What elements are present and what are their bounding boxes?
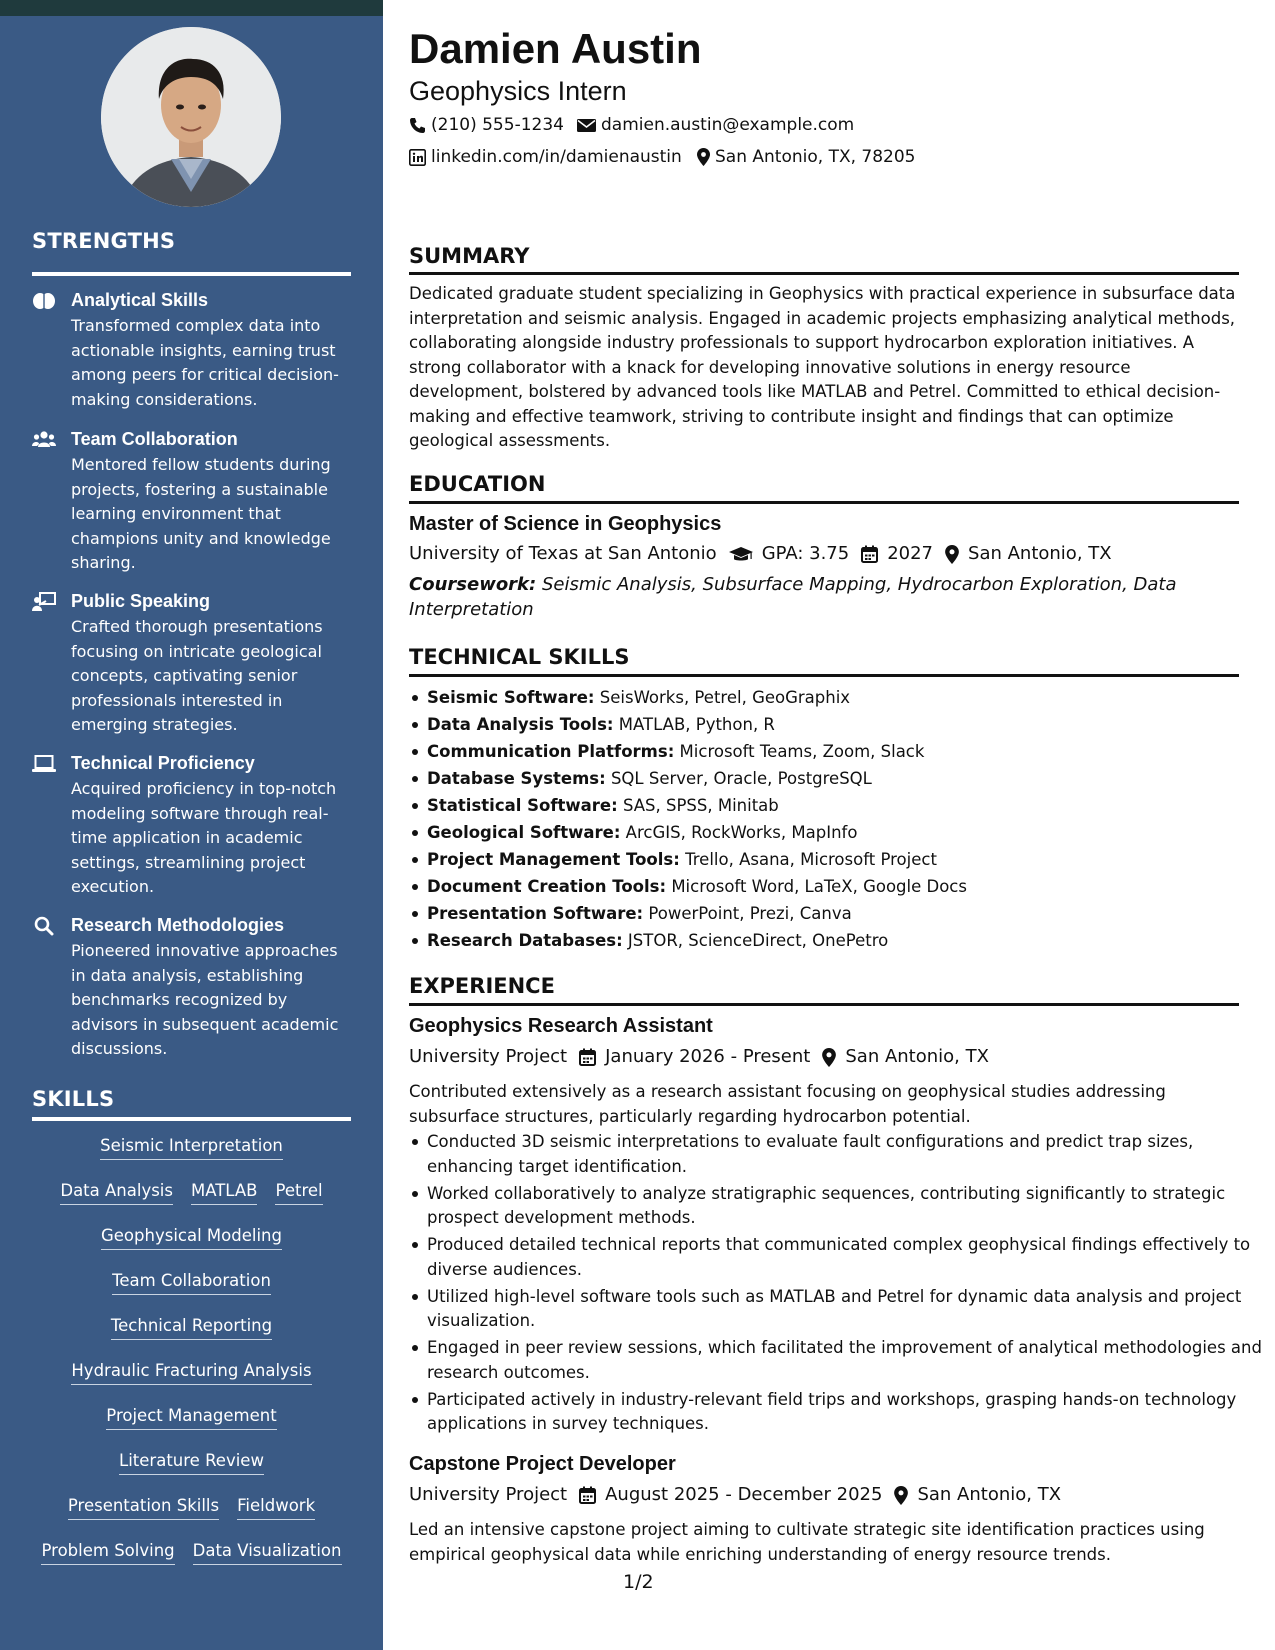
job-meta — [409, 1482, 1061, 1508]
list-item: Worked collaboratively to analyze stratigraphic sequences, contributing significantly to strategic prospect development methods. — [427, 1182, 1263, 1231]
skill-tag: Hydraulic Fracturing Analysis — [71, 1360, 311, 1385]
skill-tag: Fieldwork — [237, 1495, 315, 1520]
skill-tag: Data Visualization — [193, 1540, 342, 1565]
strength-description: Pioneered innovative approaches in data analysis, establishing benchmarks recognized by advisors in subsequent academic discussions. — [71, 941, 339, 1058]
technical-skills-divider — [409, 674, 1239, 677]
strength-name: Analytical Skills — [71, 290, 209, 310]
strength-description: Mentored fellow students during projects, fostering a sustainable learning environment that champions unity and knowledge sharing. — [71, 455, 331, 572]
candidate-title: Geophysics Intern — [409, 76, 627, 106]
list-item: Presentation Software: PowerPoint, Prezi, Canva — [427, 902, 1263, 929]
list-item: Statistical Software: SAS, SPSS, Minitab — [427, 794, 1263, 821]
list-item: Participated actively in industry-relevant field trips and workshops, grasping hands-on technology applications in survey techniques. — [427, 1388, 1263, 1437]
list-item: Seismic Software: SeisWorks, Petrel, GeoGraphix — [427, 686, 1263, 713]
summary-divider — [409, 272, 1239, 275]
contact-phone — [409, 114, 564, 136]
job-description: Contributed extensively as a research assistant focusing on geophysical studies addressing subsurface structures, particularly regarding hydrocarbon potential. — [409, 1082, 1166, 1126]
laptop-icon — [32, 754, 56, 774]
job-dates: August 2025 - December 2025 — [605, 1484, 883, 1505]
list-item: Project Management Tools: Trello, Asana, Microsoft Project — [427, 848, 1263, 875]
job-organization: University Project — [409, 1484, 568, 1505]
list-item: Utilized high-level software tools such as MATLAB and Petrel for dynamic data analysis and project visualization. — [427, 1285, 1263, 1334]
experience-heading: EXPERIENCE — [409, 974, 555, 998]
skill-tag: Data Analysis — [60, 1180, 173, 1205]
map-pin-icon — [822, 1048, 836, 1067]
graduation-year: 2027 — [887, 543, 934, 564]
contact-location — [697, 146, 915, 168]
map-pin-icon — [697, 148, 710, 166]
strength-name: Public Speaking — [71, 591, 211, 611]
school-name: University of Texas at San Antonio — [409, 543, 717, 564]
skills-heading: SKILLS — [32, 1087, 115, 1111]
gpa-text: GPA: 3.75 — [761, 543, 850, 564]
job-title: Capstone Project Developer — [409, 1453, 676, 1475]
skill-tag: Petrel — [275, 1180, 322, 1205]
technical-skills-list — [409, 686, 1263, 956]
skill-tag: Technical Reporting — [111, 1315, 272, 1340]
job-meta — [409, 1044, 989, 1070]
job-bullets — [409, 1130, 1263, 1439]
list-item: Database Systems: SQL Server, Oracle, PostgreSQL — [427, 767, 1263, 794]
skill-tag: Literature Review — [119, 1450, 264, 1475]
skill-tag: Seismic Interpretation — [100, 1135, 283, 1160]
job-organization: University Project — [409, 1046, 568, 1067]
skill-tag: Project Management — [106, 1405, 276, 1430]
skills-tags — [32, 1135, 351, 1585]
contact-linkedin[interactable] — [409, 146, 682, 168]
phone-text: (210) 555-1234 — [431, 115, 564, 135]
list-item: Document Creation Tools: Microsoft Word, LaTeX, Google Docs — [427, 875, 1263, 902]
strength-name: Technical Proficiency — [71, 753, 255, 773]
strength-name: Team Collaboration — [71, 429, 238, 449]
contact-email[interactable] — [577, 114, 854, 136]
phone-icon — [409, 117, 426, 134]
list-item: Produced detailed technical reports that communicated complex geophysical findings effectively to diverse audiences. — [427, 1233, 1263, 1282]
calendar-icon — [579, 1048, 596, 1066]
strengths-heading: STRENGTHS — [32, 229, 176, 253]
linkedin-icon — [409, 149, 426, 166]
job-location: San Antonio, TX — [845, 1046, 989, 1067]
skill-tag: Presentation Skills — [68, 1495, 219, 1520]
education-meta — [409, 541, 1112, 567]
map-pin-icon — [894, 1486, 908, 1505]
location-text: San Antonio, TX, 78205 — [715, 147, 916, 167]
brain-icon — [32, 291, 56, 311]
strength-description: Crafted thorough presentations focusing on intricate geological concepts, captivating senior professionals interested in emerging strategies. — [71, 617, 323, 734]
technical-skills-heading: TECHNICAL SKILLS — [409, 645, 630, 669]
education-divider — [409, 501, 1239, 504]
strength-name: Research Methodologies — [71, 915, 285, 935]
job-title: Geophysics Research Assistant — [409, 1015, 713, 1037]
list-item: Research Databases: JSTOR, ScienceDirect, OnePetro — [427, 929, 1263, 956]
linkedin-link[interactable]: linkedin.com/in/damienaustin — [431, 147, 682, 167]
list-item: Conducted 3D seismic interpretations to evaluate fault configurations and predict trap sizes, enhancing target identification. — [427, 1130, 1263, 1179]
skills-divider — [32, 1117, 351, 1121]
coursework-label: Coursework: — [409, 574, 537, 595]
page-number: 1/2 — [623, 1571, 654, 1593]
sidebar — [0, 0, 383, 1650]
coursework-text: Seismic Analysis, Subsurface Mapping, Hydrocarbon Exploration, Data Interpretation — [409, 574, 1177, 620]
search-icon — [32, 916, 56, 936]
coursework — [409, 573, 1209, 622]
skill-tag: Problem Solving — [41, 1540, 174, 1565]
strength-description: Transformed complex data into actionable insights, earning trust among peers for critical decision-making considerations. — [71, 316, 339, 409]
users-icon — [32, 430, 56, 450]
summary-heading: SUMMARY — [409, 244, 530, 268]
degree-title: Master of Science in Geophysics — [409, 513, 722, 535]
profile-photo — [101, 27, 281, 207]
graduation-cap-icon — [729, 546, 753, 563]
strength-description: Acquired proficiency in top-notch modeling software through real-time application in academic settings, streamlining project execution. — [71, 779, 337, 896]
skill-tag: Team Collaboration — [112, 1270, 271, 1295]
presenter-icon — [32, 592, 56, 612]
map-pin-icon — [945, 545, 959, 564]
skill-tag: Geophysical Modeling — [101, 1225, 282, 1250]
skill-tag: MATLAB — [191, 1180, 258, 1205]
school-location: San Antonio, TX — [968, 543, 1112, 564]
education-heading: EDUCATION — [409, 472, 546, 496]
list-item: Engaged in peer review sessions, which facilitated the improvement of analytical methodologies and research outcomes. — [427, 1336, 1263, 1385]
summary-text: Dedicated graduate student specializing in Geophysics with practical experience in subsurface data interpretation and seismic analysis. Engaged in academic projects emphasizing analytical methods, collaborating alongside industry professionals to support hydrocarbon exploration initiatives. A strong collaborator with a knack for developing innovative solutions in energy resource development, bolstered by advanced tools like MATLAB and Petrel. Committed to ethical decision-making and effective teamwork, striving to contribute insight and findings that can optimize geological assessments. — [409, 284, 1236, 450]
calendar-icon — [861, 545, 878, 563]
candidate-name: Damien Austin — [409, 25, 702, 72]
envelope-icon — [577, 118, 596, 133]
list-item: Communication Platforms: Microsoft Teams, Zoom, Slack — [427, 740, 1263, 767]
experience-divider — [409, 1003, 1239, 1006]
calendar-icon — [579, 1486, 596, 1504]
sidebar-top-bar — [0, 0, 383, 16]
email-link[interactable]: damien.austin@example.com — [601, 115, 855, 135]
job-dates: January 2026 - Present — [605, 1046, 811, 1067]
list-item: Geological Software: ArcGIS, RockWorks, MapInfo — [427, 821, 1263, 848]
strengths-divider — [32, 272, 351, 276]
job-location: San Antonio, TX — [917, 1484, 1062, 1505]
list-item: Data Analysis Tools: MATLAB, Python, R — [427, 713, 1263, 740]
job-description: Led an intensive capstone project aiming to cultivate strategic site identification practices using empirical geophysical data while enriching understanding of energy resource trends. — [409, 1520, 1205, 1564]
